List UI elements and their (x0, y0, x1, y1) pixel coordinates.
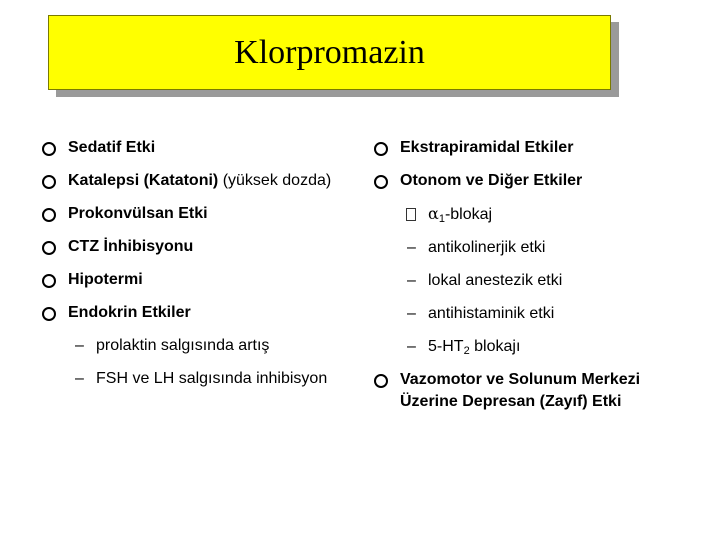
item-label: Sedatif Etki (68, 139, 156, 156)
sub-item-label: prolaktin salgısında artış (96, 337, 270, 354)
item-label: CTZ İnhibisyonu (68, 238, 194, 255)
list-item (42, 137, 347, 159)
sub-item-label: antihistaminik etki (428, 305, 555, 322)
list-item (42, 203, 347, 225)
sub-item (374, 237, 674, 259)
alpha-symbol: α (428, 204, 439, 223)
ht-rest: blokajı (469, 338, 521, 355)
sub-item-label: antikolinerjik etki (428, 239, 546, 256)
circle-bullet-icon (42, 274, 56, 288)
item-note: (yüksek dozda) (218, 172, 332, 189)
slide-title: Klorpromazin (234, 33, 425, 71)
sub-item-label: lokal anestezik etki (428, 272, 563, 289)
title-box (48, 15, 611, 90)
circle-bullet-icon (42, 142, 56, 156)
item-label: Katalepsi (Katatoni) (68, 172, 219, 189)
circle-bullet-icon (374, 142, 388, 156)
left-column (42, 137, 347, 401)
list-item (374, 170, 674, 192)
sub-item (374, 203, 674, 226)
alpha-subscript: 1 (438, 213, 445, 225)
sub-item (374, 270, 674, 292)
list-item (374, 369, 674, 413)
circle-bullet-icon (42, 175, 56, 189)
sub-item-label: -blokaj (444, 206, 493, 223)
dash-bullet-icon: – (407, 239, 416, 256)
circle-bullet-icon (374, 175, 388, 189)
sub-item (374, 336, 674, 358)
right-column (374, 137, 674, 424)
list-item (42, 302, 347, 324)
circle-bullet-icon (42, 241, 56, 255)
item-label: Endokrin Etkiler (68, 304, 191, 321)
dash-bullet-icon: – (75, 370, 84, 387)
item-label: Ekstrapiramidal Etkiler (400, 139, 574, 156)
circle-bullet-icon (374, 374, 388, 388)
missing-glyph-bullet-icon (406, 208, 416, 221)
circle-bullet-icon (42, 208, 56, 222)
item-label: Otonom ve Diğer Etkiler (400, 172, 583, 189)
list-item (374, 137, 674, 159)
sub-item (42, 335, 347, 357)
dash-bullet-icon: – (407, 305, 416, 322)
ht-label: 5-HT (428, 338, 464, 355)
ht-subscript: 2 (463, 345, 470, 357)
list-item (42, 170, 347, 192)
dash-bullet-icon: – (407, 338, 416, 355)
sub-item-label: FSH ve LH salgısında inhibisyon (96, 370, 328, 387)
item-label: Vazomotor ve Solunum Merkezi Üzerine Depresan (Zayıf) Etki (400, 371, 641, 410)
item-label: Hipotermi (68, 271, 143, 288)
circle-bullet-icon (42, 307, 56, 321)
dash-bullet-icon: – (407, 272, 416, 289)
dash-bullet-icon: – (75, 337, 84, 354)
list-item (42, 236, 347, 258)
list-item (42, 269, 347, 291)
sub-item (42, 368, 347, 390)
sub-item (374, 303, 674, 325)
item-label: Prokonvülsan Etki (68, 205, 208, 222)
